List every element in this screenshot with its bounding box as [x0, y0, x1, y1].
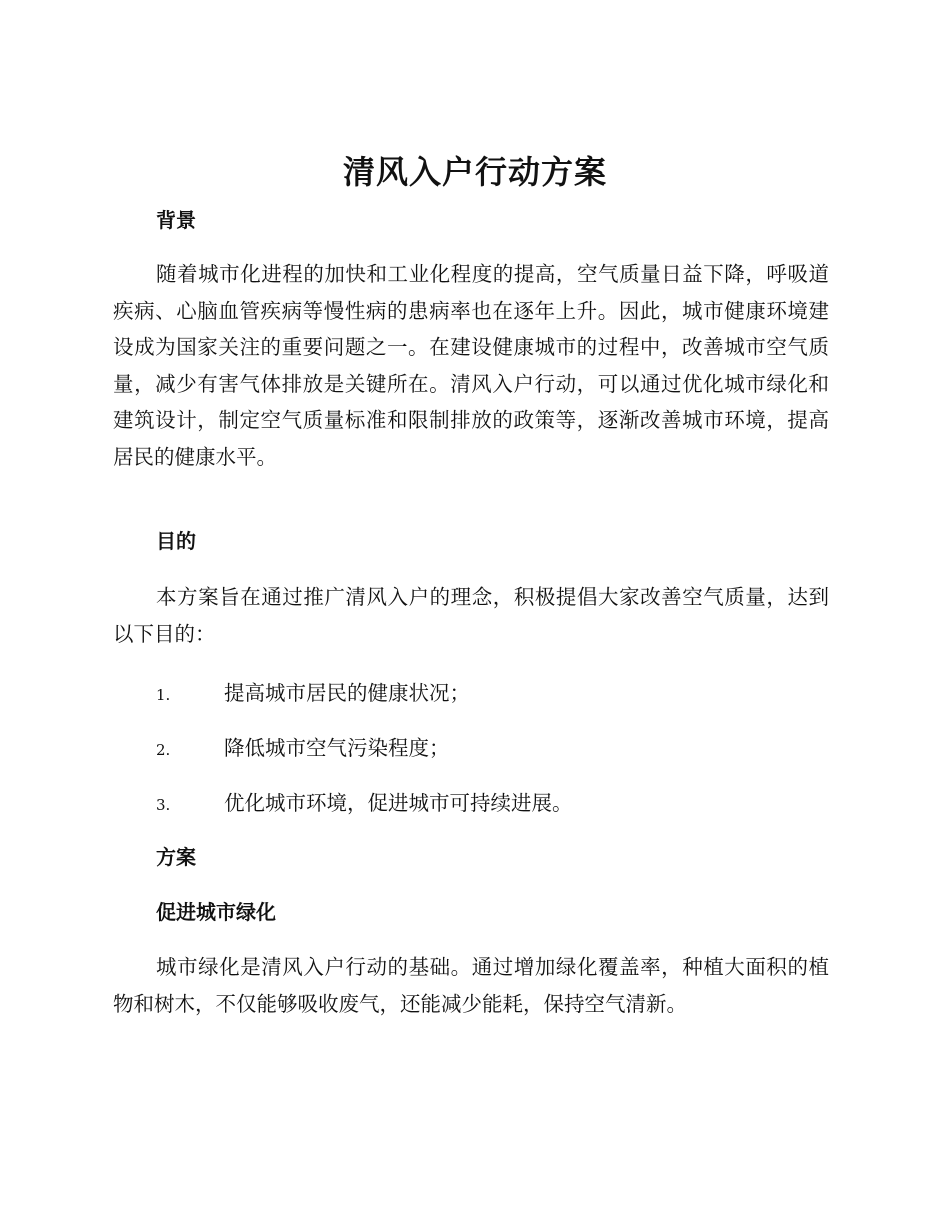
list-item [156, 733, 836, 765]
list-number: 1. [156, 686, 171, 704]
list-item-text: 优化城市环境，促进城市可持续进展。 [224, 791, 573, 815]
list-item [156, 678, 836, 710]
paragraph-purpose: 本方案旨在通过推广清风入户的理念，积极提倡大家改善空气质量，达到以下目的： [113, 585, 829, 646]
heading-plan: 方案 [156, 845, 196, 869]
subheading-urban-greening: 促进城市绿化 [156, 900, 276, 924]
heading-background: 背景 [156, 208, 196, 232]
paragraph-background: 随着城市化进程的加快和工业化程度的提高，空气质量日益下降，呼吸道疾病、心脑血管疾病等慢性病的患病率也在逐年上升。因此，城市健康环境建设成为国家关注的重要问题之一。在建设健康城市的过程中，改善城市空气质量，减少有害气体排放是关键所在。清风入户行动，可以通过优化城市绿化和建筑设计，制定空气质量标准和限制排放的政策等，逐渐改善城市环境，提高居民的健康水平。 [113, 262, 829, 469]
list-item [156, 788, 836, 820]
document-title: 清风入户行动方案 [342, 153, 607, 191]
heading-purpose: 目的 [156, 529, 196, 553]
list-item-text: 降低城市空气污染程度； [224, 736, 450, 760]
list-item-text: 提高城市居民的健康状况； [224, 681, 470, 705]
list-number: 3. [156, 796, 171, 814]
paragraph-urban-greening: 城市绿化是清风入户行动的基础。通过增加绿化覆盖率，种植大面积的植物和树木，不仅能够吸收废气，还能减少能耗，保持空气清新。 [113, 955, 829, 1016]
list-number: 2. [156, 741, 171, 759]
